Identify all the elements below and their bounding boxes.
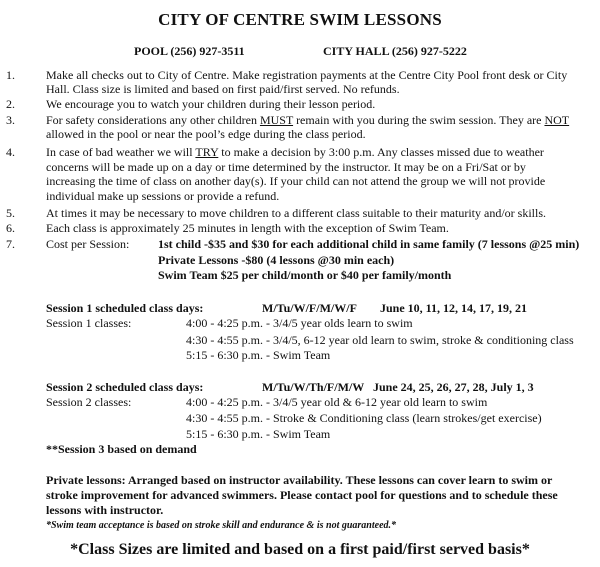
- item-line: allowed in the pool or near the pool’s edge during the class period.: [46, 127, 366, 141]
- session1-dates: June 10, 11, 12, 14, 17, 19, 21: [380, 301, 528, 315]
- item-number: 7.: [6, 237, 15, 251]
- session2-class: 5:15 - 6:30 p.m. - Swim Team: [186, 427, 331, 441]
- footer-notice: *Class Sizes are limited and based on a first paid/first served basis*: [70, 541, 530, 558]
- item-number: 6.: [6, 221, 15, 235]
- item-line: Make all checks out to City of Centre. Make registration payments at the Centre City Pool front desk or City: [46, 68, 568, 82]
- city-hall-phone: CITY HALL (256) 927-5222: [323, 44, 467, 58]
- session2-class: 4:00 - 4:25 p.m. - 3/4/5 year old & 6-12 year old learn to swim: [186, 395, 488, 409]
- pool-phone: POOL (256) 927-3511: [134, 44, 245, 58]
- swim-team-note: *Swim team acceptance is based on stroke skill and endurance & is not guaranteed.*: [46, 520, 397, 531]
- session2-days: M/Tu/W/Th/F/M/W: [262, 380, 365, 394]
- item-number: 4.: [6, 145, 15, 159]
- item-number: 5.: [6, 206, 15, 220]
- private-lessons-line: stroke improvement for advanced swimmers. Please contact pool for questions and to schedule these: [46, 488, 558, 502]
- session2-heading: Session 2 scheduled class days:: [46, 380, 204, 394]
- cost-line: Swim Team $25 per child/month or $40 per family/month: [158, 268, 452, 282]
- session3-note: **Session 3 based on demand: [46, 442, 197, 456]
- item-number: 2.: [6, 97, 15, 111]
- cost-line: Private Lessons -$80 (4 lessons @30 min each): [158, 253, 395, 267]
- session2-class: 4:30 - 4:55 p.m. - Stroke & Conditioning class (learn strokes/get exercise): [186, 411, 542, 425]
- session1-class: 4:00 - 4:25 p.m. - 3/4/5 year olds learn to swim: [186, 316, 413, 330]
- item-line: Hall. Class size is limited and based on first paid/first served. No refunds.: [46, 82, 400, 96]
- item-line: increasing the time of class on another day(s). If your child can not attend the group we will not provide: [46, 174, 546, 188]
- session1-class: 4:30 - 4:55 p.m. - 3/4/5, 6-12 year old learn to swim, stroke & conditioning class: [186, 333, 574, 347]
- item-line: We encourage you to watch your children during their lesson period.: [46, 97, 376, 111]
- item-line: concerns will be made up on a day or time determined by the instructor. It may be on a Fri/Sat or by: [46, 160, 526, 174]
- session2-classes-label: Session 2 classes:: [46, 395, 132, 409]
- item-number: 3.: [6, 113, 15, 127]
- private-lessons-line: Private lessons: Arranged based on instructor availability. These lessons can cover learn to swim or: [46, 473, 553, 487]
- session1-days: M/Tu/W/F/M/W/F: [262, 301, 357, 315]
- session1-classes-label: Session 1 classes:: [46, 316, 132, 330]
- item-line: individual make up sessions or provide a refund.: [46, 189, 280, 203]
- session1-class: 5:15 - 6:30 p.m. - Swim Team: [186, 348, 331, 362]
- session1-heading: Session 1 scheduled class days:: [46, 301, 204, 315]
- page-title: CITY OF CENTRE SWIM LESSONS: [158, 10, 442, 29]
- item-line: In case of bad weather we will TRY to make a decision by 3:00 p.m. Any classes missed due to weather: [46, 145, 544, 159]
- item-line: For safety considerations any other children MUST remain with you during the swim session. They are NOT: [46, 113, 570, 127]
- session2-dates: June 24, 25, 26, 27, 28, July 1, 3: [373, 380, 534, 394]
- item-line: Each class is approximately 25 minutes in length with the exception of Swim Team.: [46, 221, 449, 235]
- cost-label: Cost per Session:: [46, 237, 130, 251]
- item-number: 1.: [6, 68, 15, 82]
- cost-line: 1st child -$35 and $30 for each additional child in same family (7 lessons @25 min): [158, 237, 580, 251]
- item-line: At times it may be necessary to move children to a different class suitable to their maturity and/or skills.: [46, 206, 546, 220]
- private-lessons-line: lessons with instructor.: [46, 503, 164, 517]
